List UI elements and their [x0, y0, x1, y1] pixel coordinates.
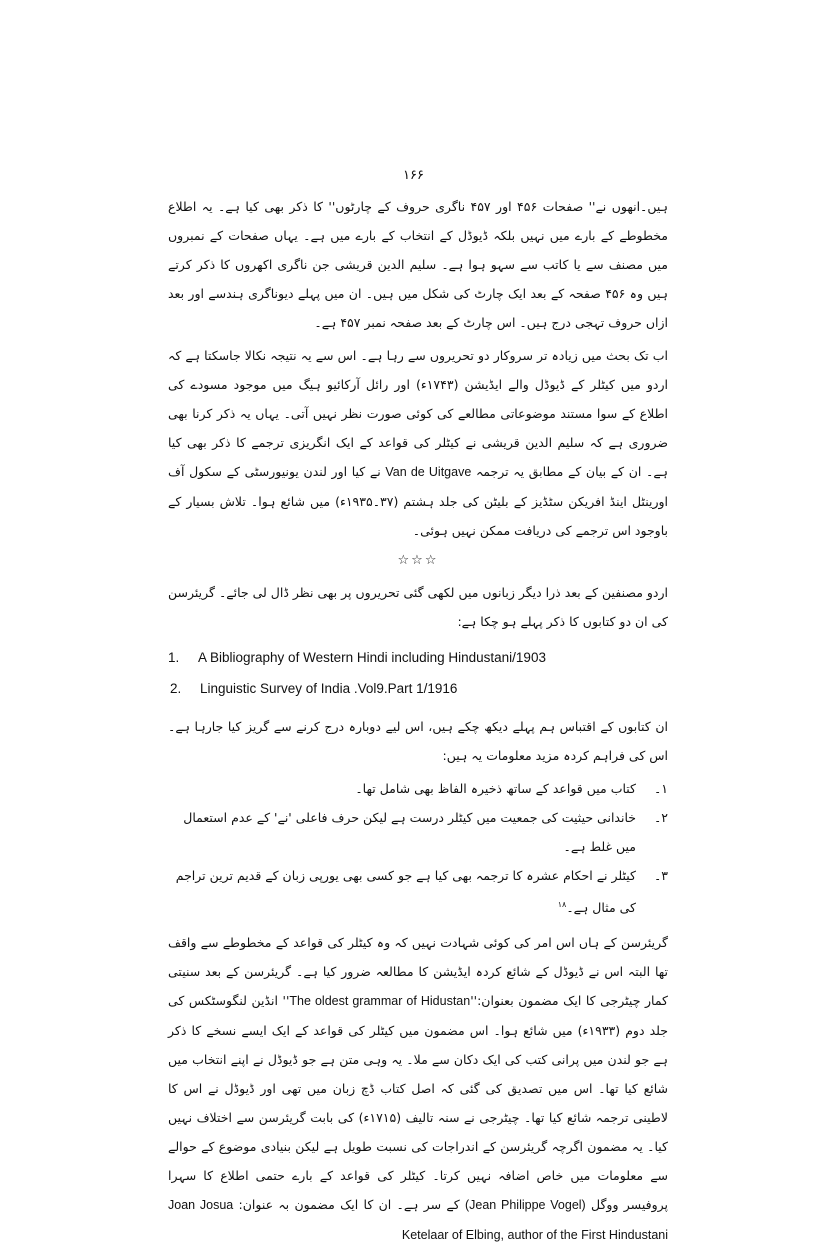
point-text-body: کیٹلر نے احکام عشرہ کا ترجمہ بھی کیا ہے جو کسی بھی یورپی زبان کے قدیم ترین تراجم کی مثال ہے۔	[175, 868, 636, 916]
paragraph-2	[168, 341, 668, 545]
paragraph-5-latin-article: Joan Josua Ketelaar of Elbing, author of the First Hindustani	[168, 1198, 668, 1243]
paragraph-5-latin-title: The oldest grammar of Hidustan	[289, 994, 471, 1009]
paragraph-2-cont: نے کیا اور لندن یونیورسٹی کے سکول آف اورینٹل اینڈ افریکن سٹڈیز کے بلیٹن کی جلد ہشتم (۳۷۔۱۹۳۵ء) میں شائع ہوا۔ تلاش بسیار کے باوجود اس ترجمے کی دریافت ممکن نہیں ہوئی۔	[168, 464, 668, 538]
paragraph-1: ہیں۔انھوں نے'' صفحات ۴۵۶ اور ۴۵۷ ناگری حروف کے چارٹوں'' کا ذکر بھی کیا ہے۔ یہ اطلاع مخطوطے کے بارے میں نہیں بلکہ ڈیوڈل کے انتخاب کے بارے میں ہے۔ یہاں صفحات کے نمبروں میں مصنف سے یا کاتب سے سہو ہوا ہے۔ سلیم الدین قریشی جن ناگری اکھروں کا ذکر کرتے ہیں وہ ۴۵۶ صفحہ کے بعد ایک چارٹ کی شکل میں ہیں۔ ان میں پہلے دیوناگری ہندسے اور بعد ازاں حروف تہجی درج ہیں۔ اس چارٹ کے بعد صفحہ نمبر ۴۵۷ ہے۔	[168, 199, 669, 330]
point-text	[168, 861, 636, 922]
page-number: ۱۶۶	[403, 168, 424, 183]
paragraph-2-latin: Van de Uitgave	[385, 465, 472, 479]
paragraph-5-c: کے سر ہے۔ ان کا ایک مضمون بہ عنوان:	[238, 1197, 460, 1213]
list-item	[168, 803, 668, 861]
paragraph-3: اردو مصنفین کے بعد ذرا دیگر زبانوں میں لکھی گئی تحریروں پر بھی نظر ڈال لی جائے۔ گریئرسن کی ان دو کتابوں کا ذکر پہلے ہو چکا ہے:	[168, 585, 668, 629]
list-item	[168, 861, 668, 922]
paragraph-5-a: گریئرسن کے ہاں اس امر کی کوئی شہادت نہیں کہ وہ کیٹلر کی قواعد کے مخطوطے سے واقف تھا البتہ اس نے ڈیوڈل کے شائع کردہ ایڈیشن کا مطالعہ ضرور کیا ہے۔ گریئرسن کے بعد سنیتی کمار چیٹرجی کا ایک مضمون بعنوان:''	[168, 935, 668, 1009]
point-number: ۳۔	[653, 868, 668, 883]
numbered-points	[168, 774, 668, 922]
point-text: خاندانی حیثیت کی جمعیت میں کیٹلر درست ہے لیکن حرف فاعلی 'نے' کے عدم استعمال میں غلط ہے۔	[183, 810, 636, 854]
list-item-number: 2.	[170, 681, 182, 696]
point-number: ۱۔	[653, 781, 668, 796]
paragraph-5-latin-name: (Jean Philippe Vogel)	[464, 1198, 586, 1213]
footnote-marker: ۱۸	[557, 900, 567, 909]
page-content	[168, 192, 668, 1250]
paragraph-2-text: اب تک بحث میں زیادہ تر سروکار دو تحریروں سے رہا ہے۔ اس سے یہ نتیجہ نکالا جاسکتا ہے کہ اردو میں کیٹلر کے ڈیوڈل والے ایڈیشن (۱۷۴۳ء) اور رائل آرکائیو ہیگ میں موجود مسودے کی اطلاع کے سوا مستند موضوعاتی مطالعے کی کوئی صورت نظر نہیں آتی۔ یہاں یہ ذکر کرنا بھی ضروری ہے کہ سلیم الدین قریشی نے کیٹلر کی قواعد کے ایک انگریزی ترجمے کا ذکر بھی کیا ہے۔ ان کے بیان کے مطابق یہ ترجمہ	[168, 348, 669, 479]
section-divider-stars: ☆☆☆	[397, 553, 439, 568]
english-bibliography-list	[168, 642, 668, 704]
list-item-number: 1.	[168, 650, 180, 665]
point-text: کتاب میں قواعد کے ساتھ ذخیرہ الفاظ بھی شامل تھا۔	[355, 781, 636, 796]
paragraph-4: ان کتابوں کے اقتباس ہم پہلے دیکھ چکے ہیں، اس لیے دوبارہ درج کرنے سے گریز کیا جارہا ہے۔ اس کی فراہم کردہ مزید معلومات یہ ہیں:	[168, 719, 668, 763]
list-item-text: Linguistic Survey of India .Vol9.Part 1/1916	[200, 681, 458, 696]
paragraph-5	[168, 928, 668, 1250]
list-item	[168, 774, 668, 803]
paragraph-5-b: '' انڈین لنگوسٹکس کی جلد دوم (۱۹۳۳ء) میں شائع ہوا۔ اس مضمون میں کیٹلر کی قواعد کے ایک ایسے نسخے کا ذکر ہے جو لندن میں پرانی کتب کی ایک دکان سے ملا۔ یہ وہی متن ہے جو ڈیوڈل نے اپنے انتخاب میں شائع کیا تھا۔ اس میں تصدیق کی گئی کہ اصل کتاب ڈچ زبان میں تھی اور ڈیوڈل نے اس کا لاطینی ترجمہ شائع کیا تھا۔ چیٹرجی نے سنہ تالیف (۱۷۱۵ء) کی بابت گریئرسن سے اختلاف نہیں کیا۔ یہ مضمون اگرچہ گریئرسن کے اندراجات کی نسبت طویل ہے لیکن بنیادی موضوع کے حوالے سے معلومات میں خاص اضافہ نہیں کرتا۔ کیٹلر کی قواعد کے بارے حتمی اطلاع کا سہرا پروفیسر ووگل	[168, 993, 669, 1213]
point-number: ۲۔	[653, 810, 668, 825]
list-item-text: A Bibliography of Western Hindi including Hindustani/1903	[198, 650, 546, 665]
list-item	[168, 673, 668, 704]
list-item	[168, 642, 668, 673]
